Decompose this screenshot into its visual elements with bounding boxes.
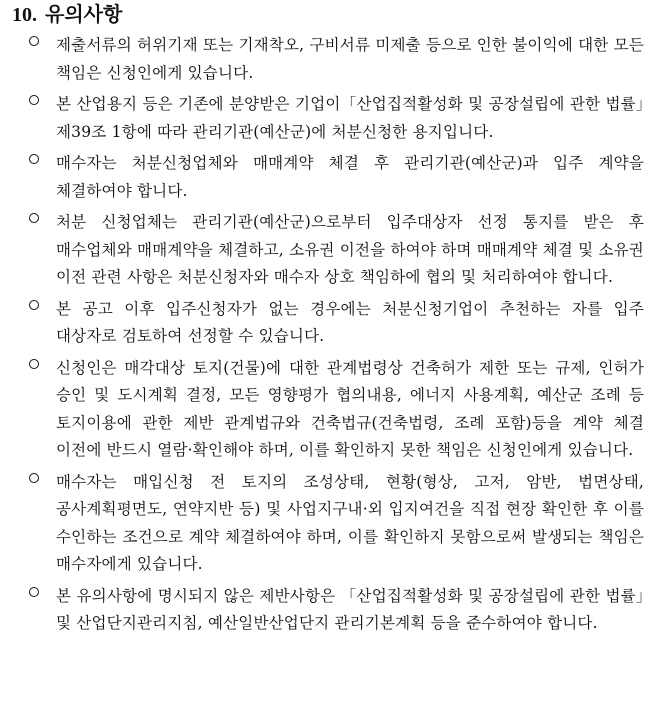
notice-item xyxy=(0,91,658,146)
notice-item-text: 본 공고 이후 입주신청자가 없는 경우에는 처분신청기업이 추천하는 자를 입주 대상자로 검토하여 선정할 수 있습니다. xyxy=(56,299,644,345)
hollow-circle-bullet-icon xyxy=(29,300,39,310)
notice-item xyxy=(0,583,658,638)
notice-item-text: 제출서류의 허위기재 또는 기재착오, 구비서류 미제출 등으로 인한 불이익에 대한 모든 책임은 신청인에게 있습니다. xyxy=(56,36,644,82)
notice-list xyxy=(0,32,658,642)
notice-item xyxy=(0,296,658,351)
section-title: 유의사항 xyxy=(45,4,123,26)
notice-item-text: 신청인은 매각대상 토지(건물)에 대한 관계법령상 건축허가 제한 또는 규제, 인허가 승인 및 도시계획 결정, 모든 영향평가 협의내용, 에너지 사용계획, 예산군 조례 등 토지이용에 관한 제반 관계법규와 건축법규(건축법령, 조례 포함)등을 계약 체결 이전에 반드시 열람·확인해야 하며, 이를 확인하지 못한 책임은 신청인에게 있습니다. xyxy=(56,358,644,459)
section-heading xyxy=(12,2,122,28)
notice-item xyxy=(0,469,658,579)
notice-item xyxy=(0,32,658,87)
hollow-circle-bullet-icon xyxy=(29,587,39,597)
notice-item-text: 처분 신청업체는 관리기관(예산군)으로부터 입주대상자 선정 통지를 받은 후 매수업체와 매매계약을 체결하고, 소유권 이전을 하여야 하며 매매계약 체결 및 소유권 이전 관련 사항은 처분신청자와 매수자 상호 책임하에 협의 및 처리하여야 합니다. xyxy=(56,213,644,286)
hollow-circle-bullet-icon xyxy=(29,473,39,483)
notice-item xyxy=(0,150,658,205)
hollow-circle-bullet-icon xyxy=(29,154,39,164)
hollow-circle-bullet-icon xyxy=(29,213,39,223)
notice-item-text: 매수자는 처분신청업체와 매매계약 체결 후 관리기관(예산군)과 입주 계약을 체결하여야 합니다. xyxy=(56,154,644,200)
hollow-circle-bullet-icon xyxy=(29,359,39,369)
notice-item xyxy=(0,209,658,292)
hollow-circle-bullet-icon xyxy=(29,95,39,105)
notice-item-text: 매수자는 매입신청 전 토지의 조성상태, 현황(형상, 고저, 암반, 법면상태, 공사계획평면도, 연약지반 등) 및 사업지구내·외 입지여건을 직접 현장 확인한 후 이를 수인하는 조건으로 계약 체결하여야 하며, 이를 확인하지 못함으로써 발생되는 책임은 매수자에게 있습니다. xyxy=(56,472,644,573)
section-number: 10. xyxy=(12,4,37,26)
hollow-circle-bullet-icon xyxy=(29,36,39,46)
notice-item-text: 본 유의사항에 명시되지 않은 제반사항은 「산업집적활성화 및 공장설립에 관한 법률」및 산업단지관리지침, 예산일반산업단지 관리기본계획 등을 준수하여야 합니다. xyxy=(56,586,644,632)
notice-item-text: 본 산업용지 등은 기존에 분양받은 기업이「산업집적활성화 및 공장설립에 관한 법률」제39조 1항에 따라 관리기관(예산군)에 처분신청한 용지입니다. xyxy=(56,95,644,141)
notice-item xyxy=(0,355,658,465)
